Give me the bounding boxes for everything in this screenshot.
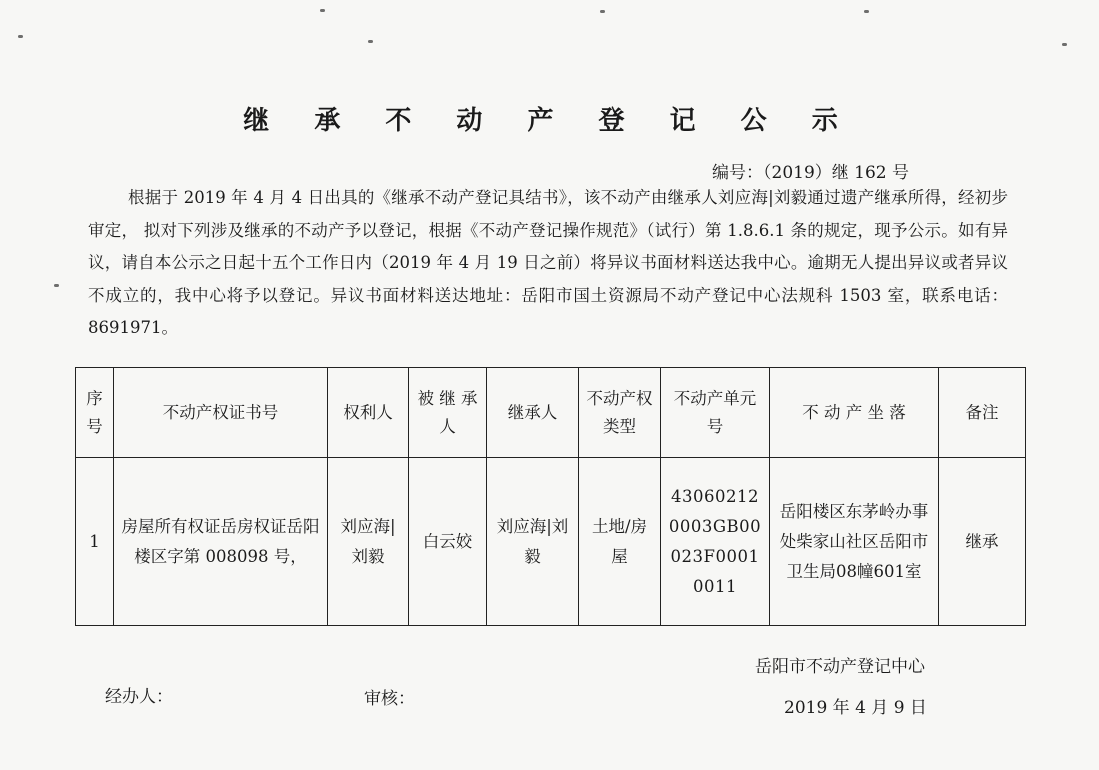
cell-certificate-no: 房屋所有权证岳房权证岳阳楼区字第 008098 号， (114, 458, 328, 626)
header-certificate-no: 不动产权证书号 (114, 368, 328, 458)
cell-location: 岳阳楼区东茅岭办事处柴家山社区岳阳市卫生局08幢601室 (770, 458, 939, 626)
scan-speck (320, 9, 325, 12)
handler-label: 经办人： (105, 687, 173, 707)
header-decedent: 被 继 承 人 (409, 368, 487, 458)
notice-body: 根据于 2019 年 4 月 4 日出具的《继承不动产登记具结书》，该不动产由继承人刘应海|刘毅通过遗产继承所得，经初步审定， 拟对下列涉及继承的不动产予以登记，根据《不动产登记操作规范》（试行）第 1.8.6.1 条的规定，现予公示。如有异议，请自本公示之日起十五个工作日内（2019 年 4 月 19 日之前）将异议书面材料送达我中心。逾期无人提出异议或者异议不成立的，我中心将予以登记。异议书面材料送达地址：岳阳市国土资源局不动产登记中心法规科 1503 室，联系电话：8691971。 (88, 188, 1008, 337)
cell-right-type: 土地/房屋 (579, 458, 661, 626)
table-row (76, 458, 1026, 626)
table-header-row (76, 368, 1026, 458)
scan-speck (368, 40, 373, 43)
cell-unit-no: 430602120003GB00023F00010011 (661, 458, 770, 626)
header-right-type: 不动产权类型 (579, 368, 661, 458)
header-index: 序号 (76, 368, 114, 458)
header-owner: 权利人 (328, 368, 409, 458)
notice-title: 继 承 不 动 产 登 记 公 示 (243, 106, 856, 136)
header-unit-no: 不动产单元号 (661, 368, 770, 458)
review-label: 审核： (364, 689, 415, 709)
scan-speck (1062, 43, 1067, 46)
scan-speck (54, 284, 59, 287)
cell-owner: 刘应海|刘毅 (328, 458, 409, 626)
property-table (75, 367, 1026, 626)
cell-index: 1 (76, 458, 114, 626)
cell-heir: 刘应海|刘毅 (487, 458, 579, 626)
cell-remark: 继承 (939, 458, 1026, 626)
cell-decedent: 白云姣 (409, 458, 487, 626)
header-location: 不 动 产 坐 落 (770, 368, 939, 458)
issuing-agency: 岳阳市不动产登记中心 (755, 657, 925, 677)
scan-speck (600, 10, 605, 13)
header-remark: 备注 (939, 368, 1026, 458)
scan-speck (864, 10, 869, 13)
scan-speck (18, 35, 23, 38)
document-number: 编号：（2019）继 162 号 (712, 163, 910, 183)
header-heir: 继承人 (487, 368, 579, 458)
issue-date: 2019 年 4 月 9 日 (784, 698, 927, 718)
